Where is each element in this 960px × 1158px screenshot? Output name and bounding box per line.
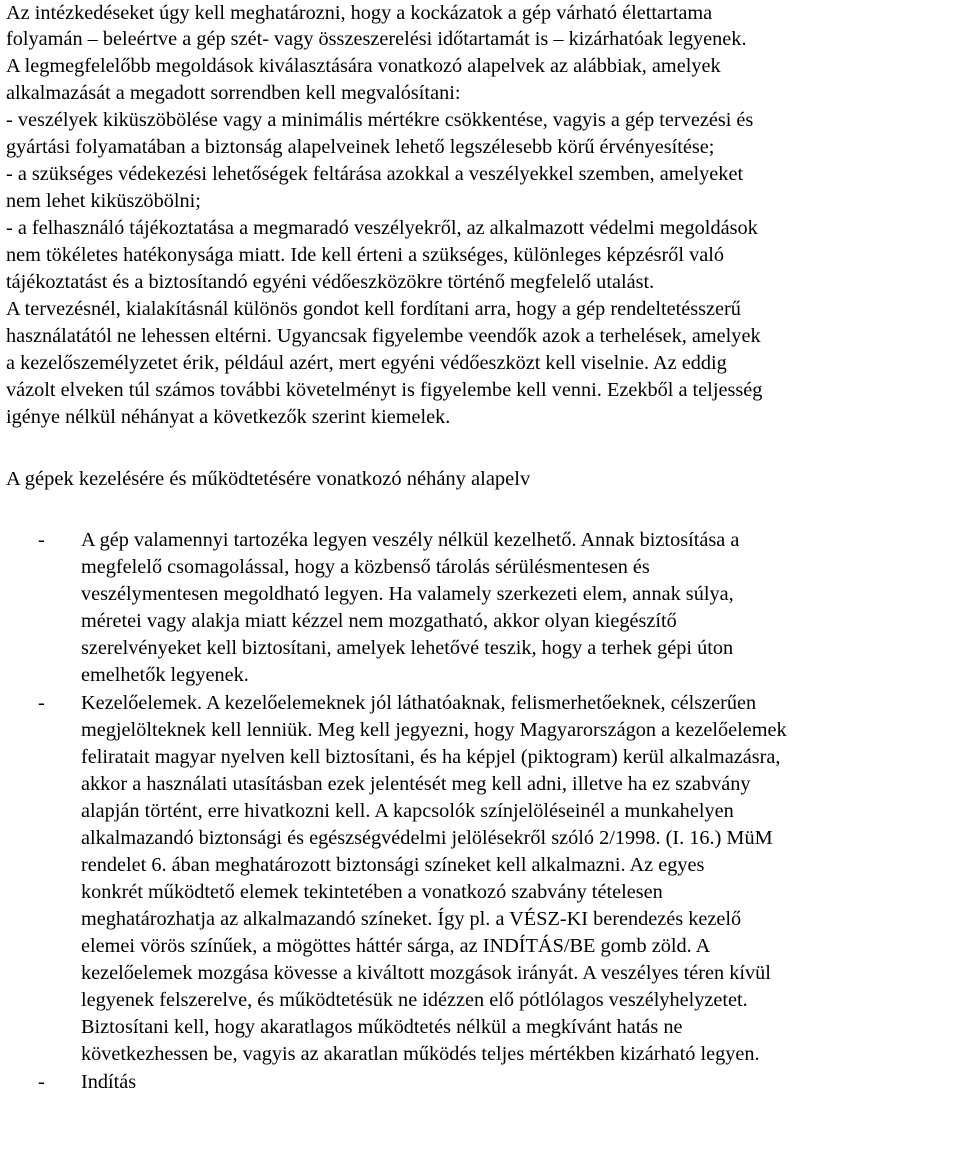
intro-line: folyamán – beleértve a gép szét- vagy összeszerelési időtartamát is – kizárhatóak legyenek. xyxy=(6,28,747,50)
list-item-line: megfelelő csomagolással, hogy a közbenső tárolás sérülésmentesen és xyxy=(81,556,650,578)
list-item-line: feliratait magyar nyelven kell biztosítani, és ha képjel (piktogram) kerül alkalmazásra, xyxy=(81,746,781,768)
intro-line: - a szükséges védekezési lehetőségek feltárása azokkal a veszélyekkel szemben, amelyeket xyxy=(6,163,744,185)
intro-line: a kezelőszemélyzetet érik, például azért, mert egyéni védőeszközt kell viselnie. Az eddig xyxy=(6,352,727,374)
list-item-line: alapján történt, erre hivatkozni kell. A kapcsolók színjelöléseinél a munkahelyen xyxy=(81,800,734,822)
list-item-line: akkor a használati utasításban ezek jelentését meg kell adni, illetve ha ez szabvány xyxy=(81,773,751,795)
intro-line: A legmegfelelőbb megoldások kiválasztására vonatkozó alapelvek az alábbiak, amelyek xyxy=(6,55,721,77)
section-heading: A gépek kezelésére és működtetésére vonatkozó néhány alapelv xyxy=(6,468,531,490)
intro-line: - a felhasználó tájékoztatása a megmaradó veszélyekről, az alkalmazott védelmi megoldások xyxy=(6,217,758,239)
list-item-line: Kezelőelemek. A kezelőelemeknek jól láthatóaknak, felismerhetőeknek, célszerűen xyxy=(81,692,757,714)
list-item-line: legyenek felszerelve, és működtetésük ne idézzen elő pótlólagos veszélyhelyzetet. xyxy=(81,989,748,1011)
intro-line: tájékoztatást és a biztosítandó egyéni védőeszközökre történő megfelelő utalást. xyxy=(6,271,655,293)
list-item-line: szerelvényeket kell biztosítani, amelyek lehetővé teszik, hogy a terhek gépi úton xyxy=(81,637,734,659)
intro-line: - veszélyek kiküszöbölése vagy a minimális mértékre csökkentése, vagyis a gép tervezési és xyxy=(6,109,754,131)
list-bullet: - xyxy=(38,1071,45,1093)
intro-line: igénye nélkül néhányat a következők szerint kiemelek. xyxy=(6,406,451,428)
intro-line: nem tökéletes hatékonysága miatt. Ide kell érteni a szükséges, különleges képzésről való xyxy=(6,244,725,266)
list-item-line: konkrét működtető elemek tekintetében a vonatkozó szabvány tételesen xyxy=(81,881,663,903)
list-item-line: megjelölteknek kell lenniük. Meg kell jegyezni, hogy Magyarországon a kezelőelemek xyxy=(81,719,787,741)
list-bullet: - xyxy=(38,692,45,714)
list-item-line: Biztosítani kell, hogy akaratlagos működtetés nélkül a megkívánt hatás ne xyxy=(81,1016,683,1038)
intro-line: A tervezésnél, kialakításnál különös gondot kell fordítani arra, hogy a gép rendeltetésszerű xyxy=(6,298,741,320)
list-item-line: rendelet 6. ában meghatározott biztonsági színeket kell alkalmazni. Az egyes xyxy=(81,854,705,876)
intro-line: nem lehet kiküszöbölni; xyxy=(6,190,201,212)
list-item-line: méretei vagy alakja miatt kézzel nem mozgatható, akkor olyan kiegészítő xyxy=(81,610,677,632)
list-bullet: - xyxy=(38,529,45,551)
list-item-line: A gép valamennyi tartozéka legyen veszély nélkül kezelhető. Annak biztosítása a xyxy=(81,529,740,551)
intro-line: gyártási folyamatában a biztonság alapelveinek lehető legszélesebb körű érvényesítése; xyxy=(6,136,715,158)
intro-line: alkalmazását a megadott sorrendben kell megvalósítani: xyxy=(6,82,461,104)
list-item-line: alkalmazandó biztonsági és egészségvédelmi jelölésekről szóló 2/1998. (I. 16.) MüM xyxy=(81,827,773,849)
list-item-line: következhessen be, vagyis az akaratlan működés teljes mértékben kizárható legyen. xyxy=(81,1043,760,1065)
list-item-line: emelhetők legyenek. xyxy=(81,664,249,686)
list-item-line: kezelőelemek mozgása kövesse a kiváltott mozgások irányát. A veszélyes téren kívül xyxy=(81,962,771,984)
intro-line: vázolt elveken túl számos további követelményt is figyelembe kell venni. Ezekből a teljesség xyxy=(6,379,763,401)
list-item-line: elemei vörös színűek, a mögöttes háttér sárga, az INDÍTÁS/BE gomb zöld. A xyxy=(81,935,711,957)
list-item-line: Indítás xyxy=(81,1071,137,1093)
list-item-line: veszélymentesen megoldható legyen. Ha valamely szerkezeti elem, annak súlya, xyxy=(81,583,734,605)
list-item-line: meghatározhatja az alkalmazandó színeket. Így pl. a VÉSZ-KI berendezés kezelő xyxy=(81,908,742,930)
intro-line: Az intézkedéseket úgy kell meghatározni, hogy a kockázatok a gép várható élettartama xyxy=(6,2,713,24)
intro-line: használatától ne lehessen eltérni. Ugyancsak figyelembe veendők azok a terhelések, amelyek xyxy=(6,325,761,347)
